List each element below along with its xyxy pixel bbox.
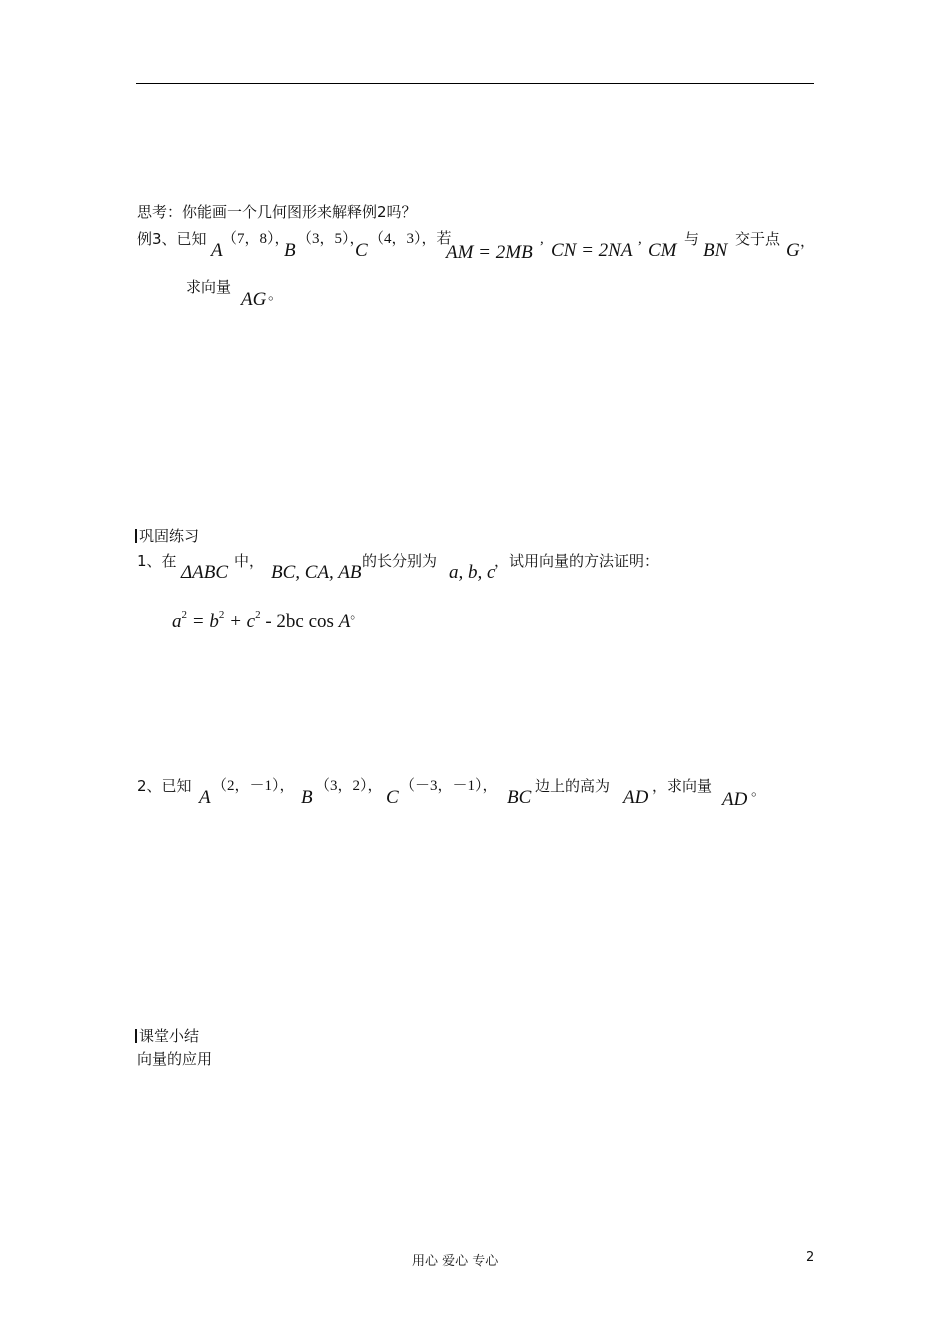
formula-plus-c: + c — [224, 611, 256, 632]
problem2-prefix: 2、已知 — [137, 777, 192, 795]
example3-prefix: 例3、已知 — [137, 230, 207, 248]
point-c-label: C — [386, 787, 399, 808]
law-of-cosines-formula — [172, 606, 364, 634]
point-a-coord: （7，8）， — [222, 231, 290, 247]
point-b-label: B — [284, 240, 296, 261]
formula-cos: cos — [303, 611, 339, 632]
segment-ad: AD — [623, 787, 649, 808]
comma: ， — [800, 232, 816, 250]
point-b-label: B — [301, 787, 313, 808]
practice-heading — [135, 525, 199, 546]
formula-angle-a: A — [338, 611, 351, 632]
segment-cm: CM — [648, 240, 677, 261]
formula-a: a — [172, 611, 182, 632]
formula-exp: 2 — [255, 609, 261, 621]
vector-ag: AG — [241, 289, 267, 310]
formula-period: 。 — [350, 606, 364, 621]
think-question: 思考：你能画一个几何图形来解释例2吗？ — [137, 203, 417, 221]
text-find-vector: 求向量 — [186, 278, 232, 296]
formula-minus-2bc: - 2bc — [260, 611, 304, 632]
equation-cn-2na: CN = 2NA — [551, 240, 633, 261]
comma: , — [540, 231, 544, 247]
point-b-coord: （3，2）， — [315, 778, 383, 794]
side-bc: BC — [507, 787, 532, 808]
point-b-coord: （3，5）， — [297, 231, 365, 247]
lengths-abc: a, b, c — [449, 562, 496, 583]
triangle-abc: ΔABC — [181, 562, 229, 583]
summary-heading-text: 课堂小结 — [139, 1027, 200, 1045]
problem1-prefix: 1、在 — [137, 552, 177, 570]
point-c-coord: （4，3），若 — [369, 231, 452, 247]
text-yu: 与 — [684, 230, 700, 248]
text-height: 边上的高为 — [535, 777, 611, 795]
comma: , — [638, 231, 642, 247]
page-number: 2 — [806, 1250, 815, 1265]
footer-motto: 用心 爱心 专心 — [412, 1254, 499, 1269]
formula-eq-b: = b — [187, 611, 219, 632]
segment-bn: BN — [703, 240, 728, 261]
point-a-coord: （2，－1）， — [212, 778, 295, 794]
formula-exp: 2 — [181, 609, 187, 621]
text-lengths: 的长分别为 — [362, 552, 438, 570]
summary-heading — [135, 1025, 199, 1046]
text-zhong: 中， — [234, 552, 265, 570]
summary-text: 向量的应用 — [137, 1050, 213, 1068]
point-c-coord: （－3，－1）， — [400, 778, 498, 794]
text-prove: ，试用向量的方法证明： — [494, 552, 660, 570]
formula-exp: 2 — [218, 609, 225, 621]
period: 。 — [268, 285, 284, 303]
point-c-label: C — [355, 240, 368, 261]
section-marker — [135, 529, 137, 543]
point-a-label: A — [199, 787, 211, 808]
sides-bc-ca-ab: BC, CA, AB — [271, 562, 362, 583]
text-find-vector: ，求向量 — [652, 777, 713, 795]
practice-heading-text: 巩固练习 — [139, 527, 200, 545]
equation-am-2mb: AM = 2MB — [446, 242, 533, 263]
point-a-label: A — [211, 240, 223, 261]
vector-ad: AD — [722, 789, 748, 810]
text-intersect: 交于点 — [735, 230, 781, 248]
header-rule — [136, 83, 814, 84]
period: 。 — [751, 781, 767, 799]
point-g-label: G — [786, 240, 800, 261]
section-marker — [135, 1029, 137, 1043]
